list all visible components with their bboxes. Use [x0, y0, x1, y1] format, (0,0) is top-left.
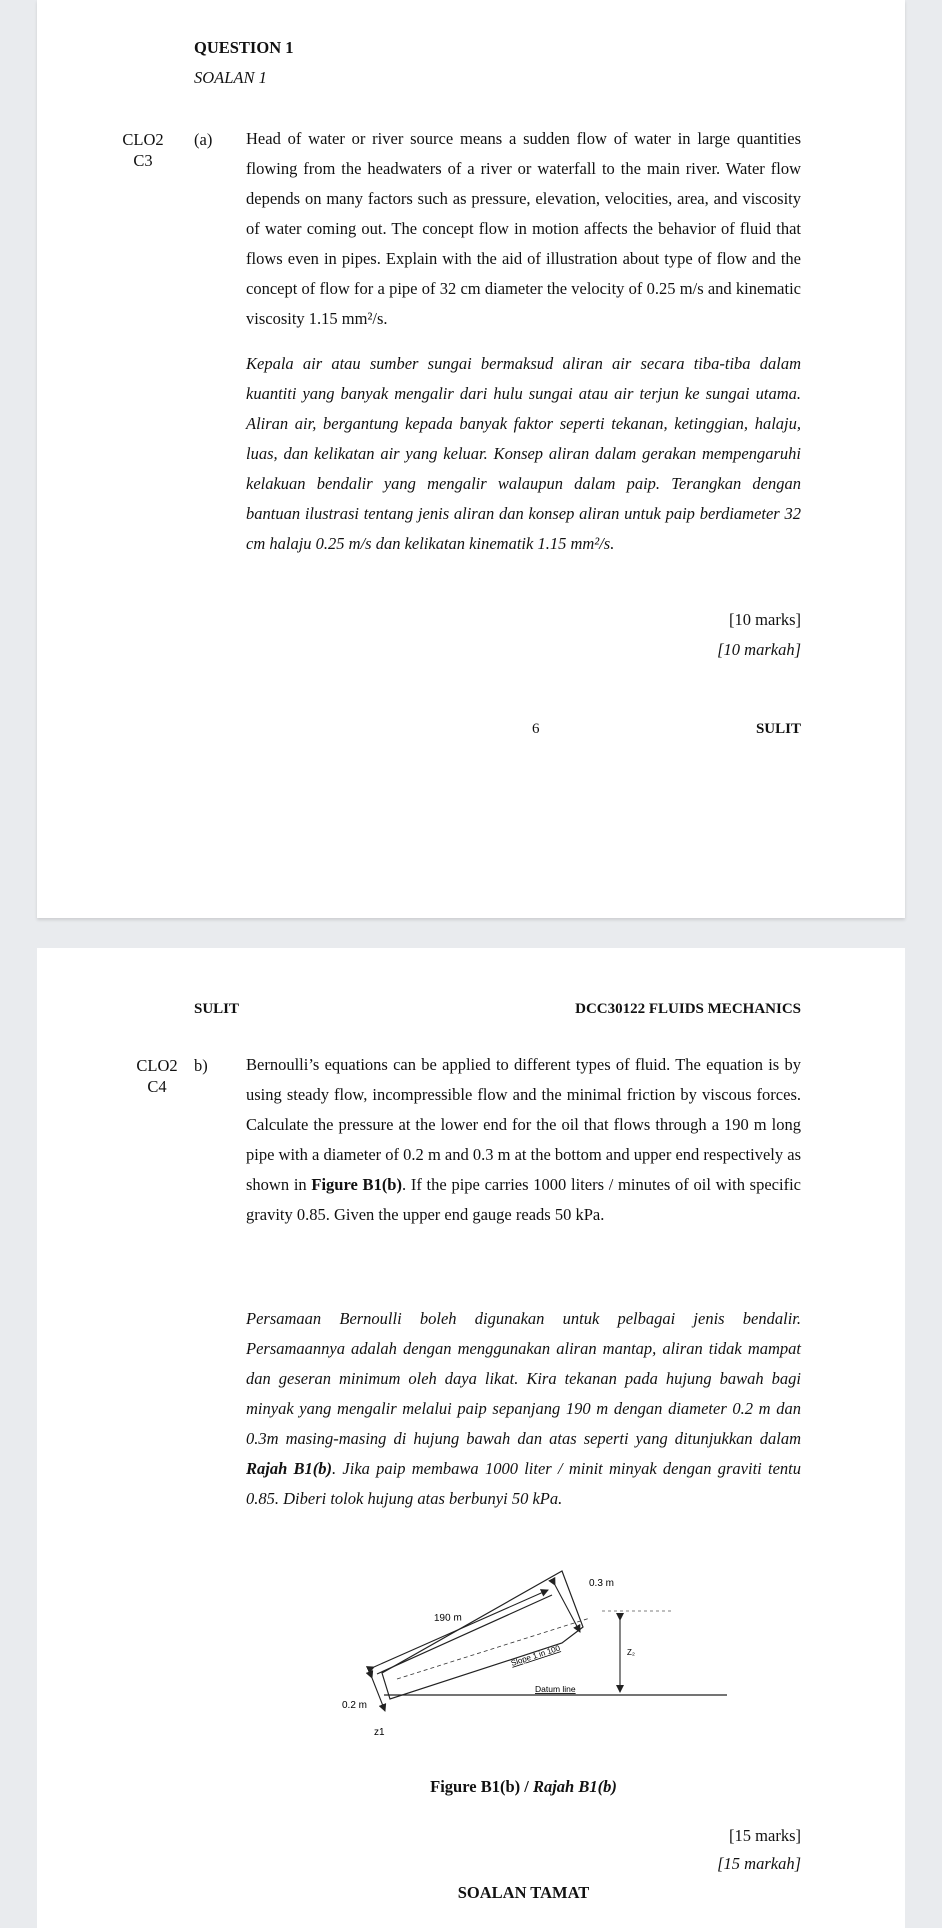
clo-label: CLO2 [122, 130, 164, 149]
top-diameter-label: 0.3 m [589, 1578, 615, 1589]
datum-label: Datum line [535, 1684, 576, 1694]
z2-label: Z₂ [627, 1648, 635, 1657]
z1-label: z1 [374, 1727, 385, 1738]
cognitive-level-label: C3 [133, 151, 153, 170]
header-course: DCC30122 FLUIDS MECHANICS [575, 1001, 801, 1017]
clo-label: CLO2 [136, 1056, 178, 1075]
pipe-figure [342, 1568, 742, 1743]
page-number: 6 [532, 721, 540, 737]
figure-reference: Figure B1(b) [311, 1175, 402, 1194]
document-page-1 [37, 0, 905, 918]
marks-label: [10 marks] [729, 610, 801, 629]
pipe-outline [382, 1571, 583, 1699]
document-page-2 [37, 948, 905, 1928]
figure-caption: Figure B1(b) / Rajah B1(b) [430, 1777, 617, 1796]
question-text-malay: Kepala air atau sumber sungai bermaksud aliran air secara tiba-tiba dalam kuantiti yang banyak mengalir dari hulu sungai atau air terjun ke sungai utama. Aliran air, bergantung kepada banyak faktor seperti tekanan, ketinggian, halaju, luas, dan kelikatan air yang keluar. Konsep aliran dalam gerakan mempengaruhi kelakuan bendalir yang mengalir walaupun dalam paip. Terangkan dengan bantuan ilustrasi tentang jenis aliran dan konsep aliran untuk paip berdiameter 32 cm halaju 0.25 m/s dan kelikatan kinematik 1.15 mm²/s. [246, 354, 801, 553]
question-text-english: Bernoulli’s equations can be applied to different types of fluid. The equation is by using steady flow, incompressible flow and the minimal friction by viscous forces. Calculate the pressure at the lower end for the oil that flows through a 190 m long pipe with a diameter of 0.2 m and 0.3 m at the bottom and upper end respectively as shown in Figure B1(b). If the pipe carries 1000 liters / minutes of oil with specific gravity 0.85. Given the upper end gauge reads 50 kPa. [246, 1055, 801, 1224]
footer-sulit: SULIT [755, 721, 801, 737]
bottom-diameter-label: 0.2 m [342, 1700, 368, 1711]
part-label: (a) [194, 130, 213, 149]
question-text-english: Head of water or river source means a sudden flow of water in large quantities flowing from the headwaters of a river or waterfall to the main river. Water flow depends on many factors such as pressure, elevation, velocities, area, and viscosity of water coming out. The concept flow in motion affects the behavior of fluid that flows even in pipes. Explain with the aid of illustration about type of flow and the concept of flow for a pipe of 32 cm diameter the velocity of 0.25 m/s and kinematic viscosity 1.15 mm²/s. [246, 129, 801, 328]
slope-label: Slope 1 in 100 [509, 1643, 562, 1668]
end-text: SOALAN TAMAT [457, 1883, 590, 1902]
part-label: b) [194, 1056, 208, 1075]
figure-reference-malay: Rajah B1(b) [246, 1459, 333, 1478]
length-label: 190 m [433, 1612, 462, 1624]
header-sulit: SULIT [194, 1001, 240, 1017]
markah-label: [10 markah] [717, 640, 801, 659]
bottom-diameter-arrow [372, 1678, 385, 1711]
cognitive-level-label: C4 [147, 1077, 167, 1096]
soalan-heading: SOALAN 1 [194, 68, 267, 87]
question-text-malay: Persamaan Bernoulli boleh digunakan untuk pelbagai jenis bendalir. Persamaannya adalah dengan menggunakan aliran mantap, aliran tidak mampat dan geseran minimum oleh daya likat. Kira tekanan pada hujung bawah bagi minyak yang mengalir melalui paip sepanjang 190 m dengan diameter 0.2 m dan 0.3m masing-masing di hujung bawah dan atas seperti yang ditunjukkan dalam Rajah B1(b). Jika paip membawa 1000 liter / minit minyak dengan graviti tentu 0.85. Diberi tolok hujung atas berbunyi 50 kPa. [246, 1309, 801, 1508]
markah-label: [15 markah] [717, 1854, 801, 1873]
marks-label: [15 marks] [729, 1826, 801, 1845]
question-heading: QUESTION 1 [194, 38, 294, 57]
